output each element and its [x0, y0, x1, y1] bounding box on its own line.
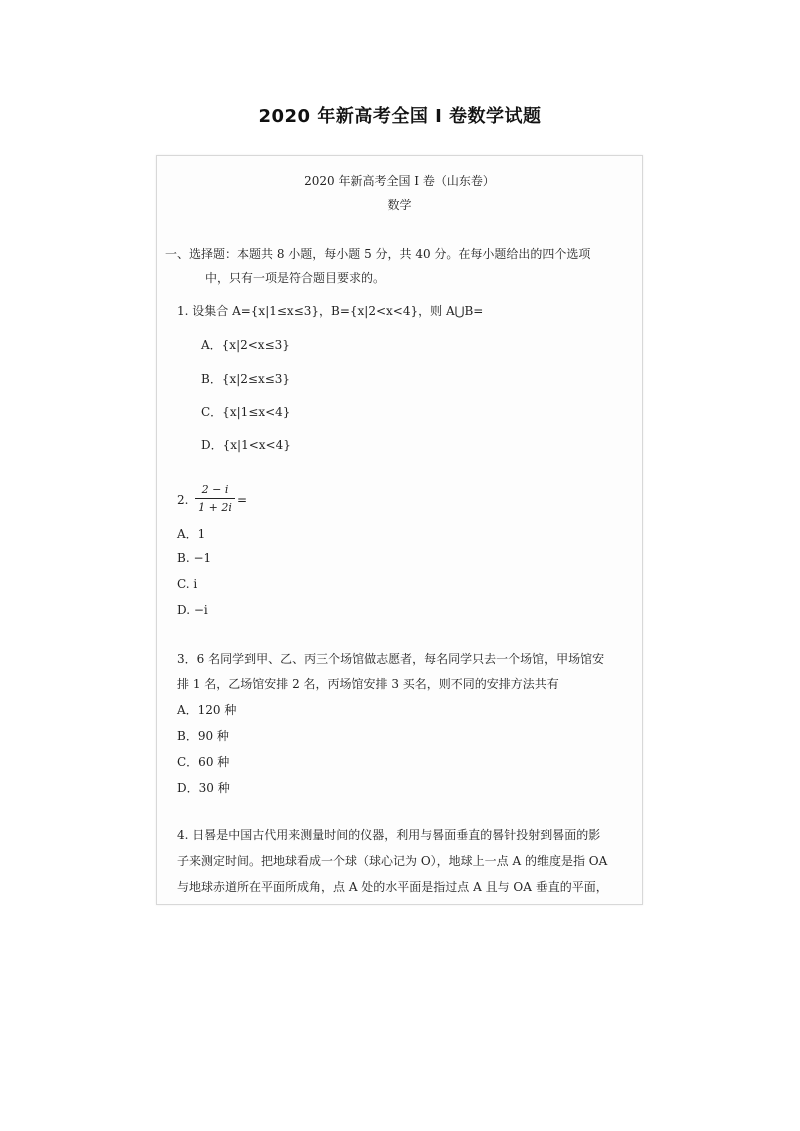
question-3-line1: 3．6 名同学到甲、乙、丙三个场馆做志愿者，每名同学只去一个场馆，甲场馆安	[177, 652, 605, 666]
scanned-exam-image	[156, 155, 643, 905]
question-3-option-d: D．30 种	[177, 781, 230, 795]
section-instruction-line1: 一、选择题：本题共 8 小题，每小题 5 分，共 40 分。在每小题给出的四个选项	[165, 247, 591, 261]
question-1-option-c: C．{x|1≤x<4}	[201, 405, 291, 419]
question-2-equals: =	[237, 493, 248, 507]
question-4-line3: 与地球赤道所在平面所成角，点 A 处的水平面是指过点 A 且与 OA 垂直的平面，	[177, 880, 608, 894]
question-1-stem: 1. 设集合 A={x|1≤x≤3}，B={x|2<x<4}，则 A⋃B=	[177, 304, 484, 318]
question-3-option-a: A．120 种	[177, 703, 237, 717]
exam-header-title: 2020 年新高考全国 I 卷（山东卷）	[304, 174, 495, 188]
question-3-option-c: C．60 种	[177, 755, 230, 769]
question-3-option-b: B．90 种	[177, 729, 229, 743]
page-title: 2020 年新高考全国 I 卷数学试题	[258, 106, 542, 127]
question-1-option-a: A．{x|2<x≤3}	[201, 338, 290, 352]
question-2-number: 2.	[177, 493, 189, 507]
question-2-option-b: B. −1	[177, 551, 212, 565]
question-2-fraction	[195, 483, 235, 514]
question-1-option-b: B．{x|2≤x≤3}	[201, 372, 291, 386]
section-instruction-line2: 中，只有一项是符合题目要求的。	[205, 271, 386, 285]
question-2-option-d: D. −i	[177, 603, 208, 617]
question-1-option-d: D．{x|1<x<4}	[201, 438, 291, 452]
question-2-option-a: A．1	[177, 527, 206, 541]
question-4-line2: 子来测定时间。把地球看成一个球（球心记为 O），地球上一点 A 的维度是指 OA	[177, 854, 608, 868]
question-2-denominator: 1 + 2i	[198, 501, 232, 514]
question-2-option-c: C. i	[177, 577, 198, 591]
question-3-line2: 排 1 名，乙场馆安排 2 名，丙场馆安排 3 买名，则不同的安排方法共有	[177, 677, 559, 691]
exam-header-subject: 数学	[387, 198, 412, 212]
question-4-line1: 4. 日晷是中国古代用来测量时间的仪器，利用与晷面垂直的晷针投射到晷面的影	[177, 828, 601, 842]
question-2-numerator: 2 − i	[201, 483, 229, 496]
